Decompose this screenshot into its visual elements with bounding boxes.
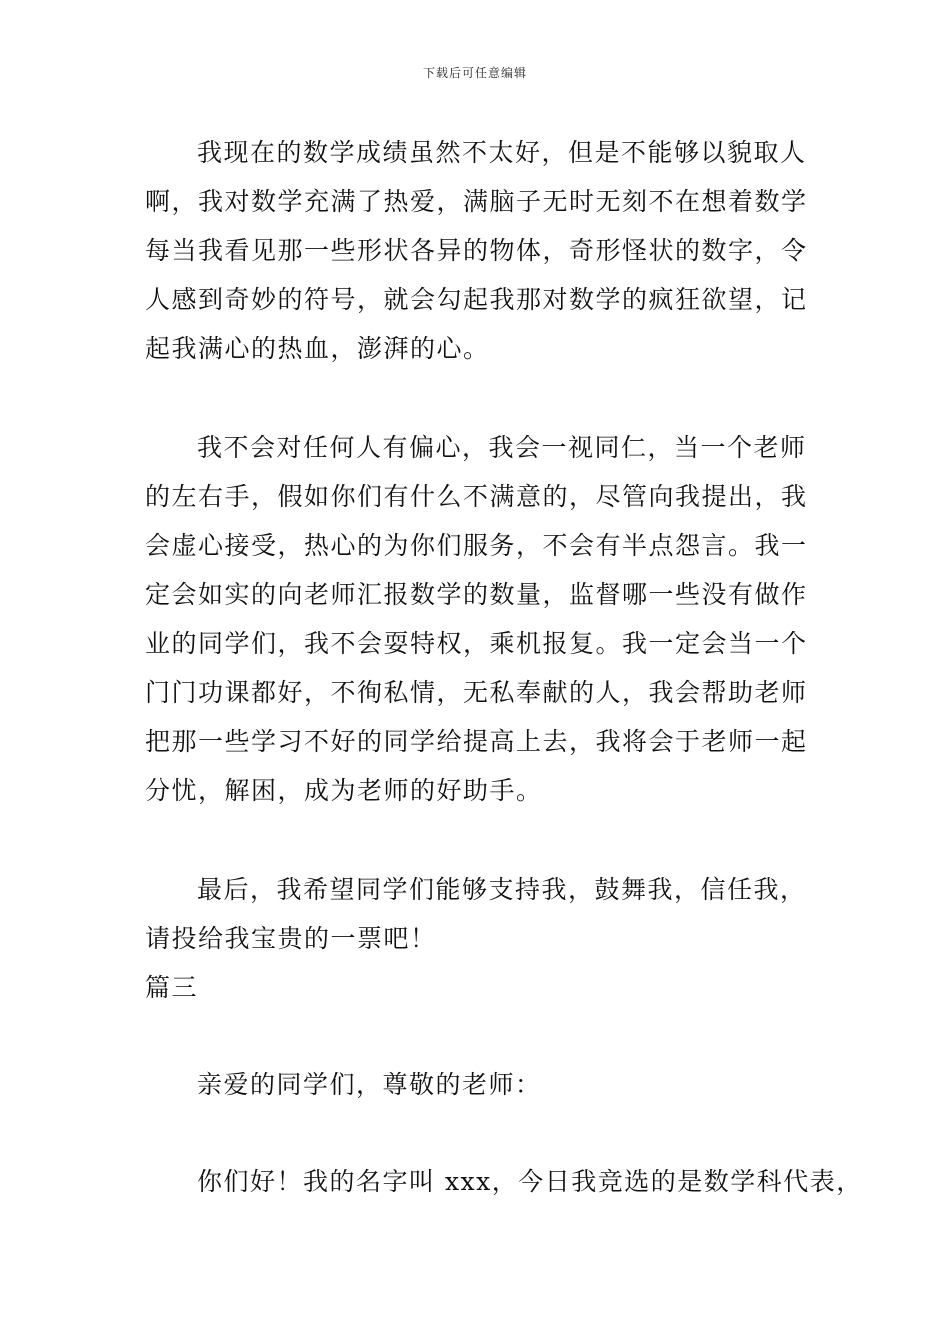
paragraph-2 bbox=[145, 423, 815, 815]
text-line: 的左右手，假如你们有什么不满意的，尽管向我提出，我 bbox=[145, 482, 808, 511]
text-line: 门门功课都好，不徇私情，无私奉献的人，我会帮助老师 bbox=[145, 678, 808, 707]
text-line: 我不会对任何人有偏心，我会一视同仁，当一个老师 bbox=[197, 433, 807, 462]
paragraph-1 bbox=[145, 128, 815, 373]
text-line: 你们好！我的名字叫 xxx，今日我竞选的是数学科代表， bbox=[197, 1167, 863, 1196]
paragraph-gap bbox=[145, 815, 815, 865]
paragraph-gap bbox=[145, 1109, 815, 1157]
section-title: 篇三 bbox=[145, 973, 199, 1002]
text-line: 业的同学们，我不会耍特权，乘机报复。我一定会当一个 bbox=[145, 629, 808, 658]
text-line: 把那一些学习不好的同学给提高上去，我将会于老师一起 bbox=[145, 727, 808, 756]
text-line: 啊，我对数学充满了热爱，满脑子无时无刻不在想着数学 bbox=[145, 187, 808, 216]
text-line: 我现在的数学成绩虽然不太好，但是不能够以貌取人 bbox=[197, 138, 807, 167]
paragraph-gap bbox=[145, 1012, 815, 1060]
paragraph-3 bbox=[145, 865, 815, 963]
text-line: 请投给我宝贵的一票吧！ bbox=[145, 924, 437, 953]
document-body bbox=[145, 128, 863, 1206]
text-line: 起我满心的热血，澎湃的心。 bbox=[145, 334, 490, 363]
text-line: 每当我看见那一些形状各异的物体，奇形怪状的数字，令 bbox=[145, 236, 808, 265]
text-line: 最后，我希望同学们能够支持我，鼓舞我，信任我， bbox=[197, 875, 807, 904]
text-line: 分忧，解困，成为老师的好助手。 bbox=[145, 776, 543, 805]
header-note: 下载后可任意编辑 bbox=[422, 66, 527, 80]
text-line: 亲爱的同学们，尊敬的老师： bbox=[197, 1070, 542, 1099]
paragraph-4 bbox=[145, 1060, 815, 1109]
paragraph-5 bbox=[145, 1157, 863, 1206]
paragraph-gap bbox=[145, 373, 815, 423]
text-line: 人感到奇妙的符号，就会勾起我那对数学的疯狂欲望，记 bbox=[145, 285, 808, 314]
text-line: 会虚心接受，热心的为你们服务，不会有半点怨言。我一 bbox=[145, 531, 808, 560]
text-line: 定会如实的向老师汇报数学的数量，监督哪一些没有做作 bbox=[145, 580, 808, 609]
